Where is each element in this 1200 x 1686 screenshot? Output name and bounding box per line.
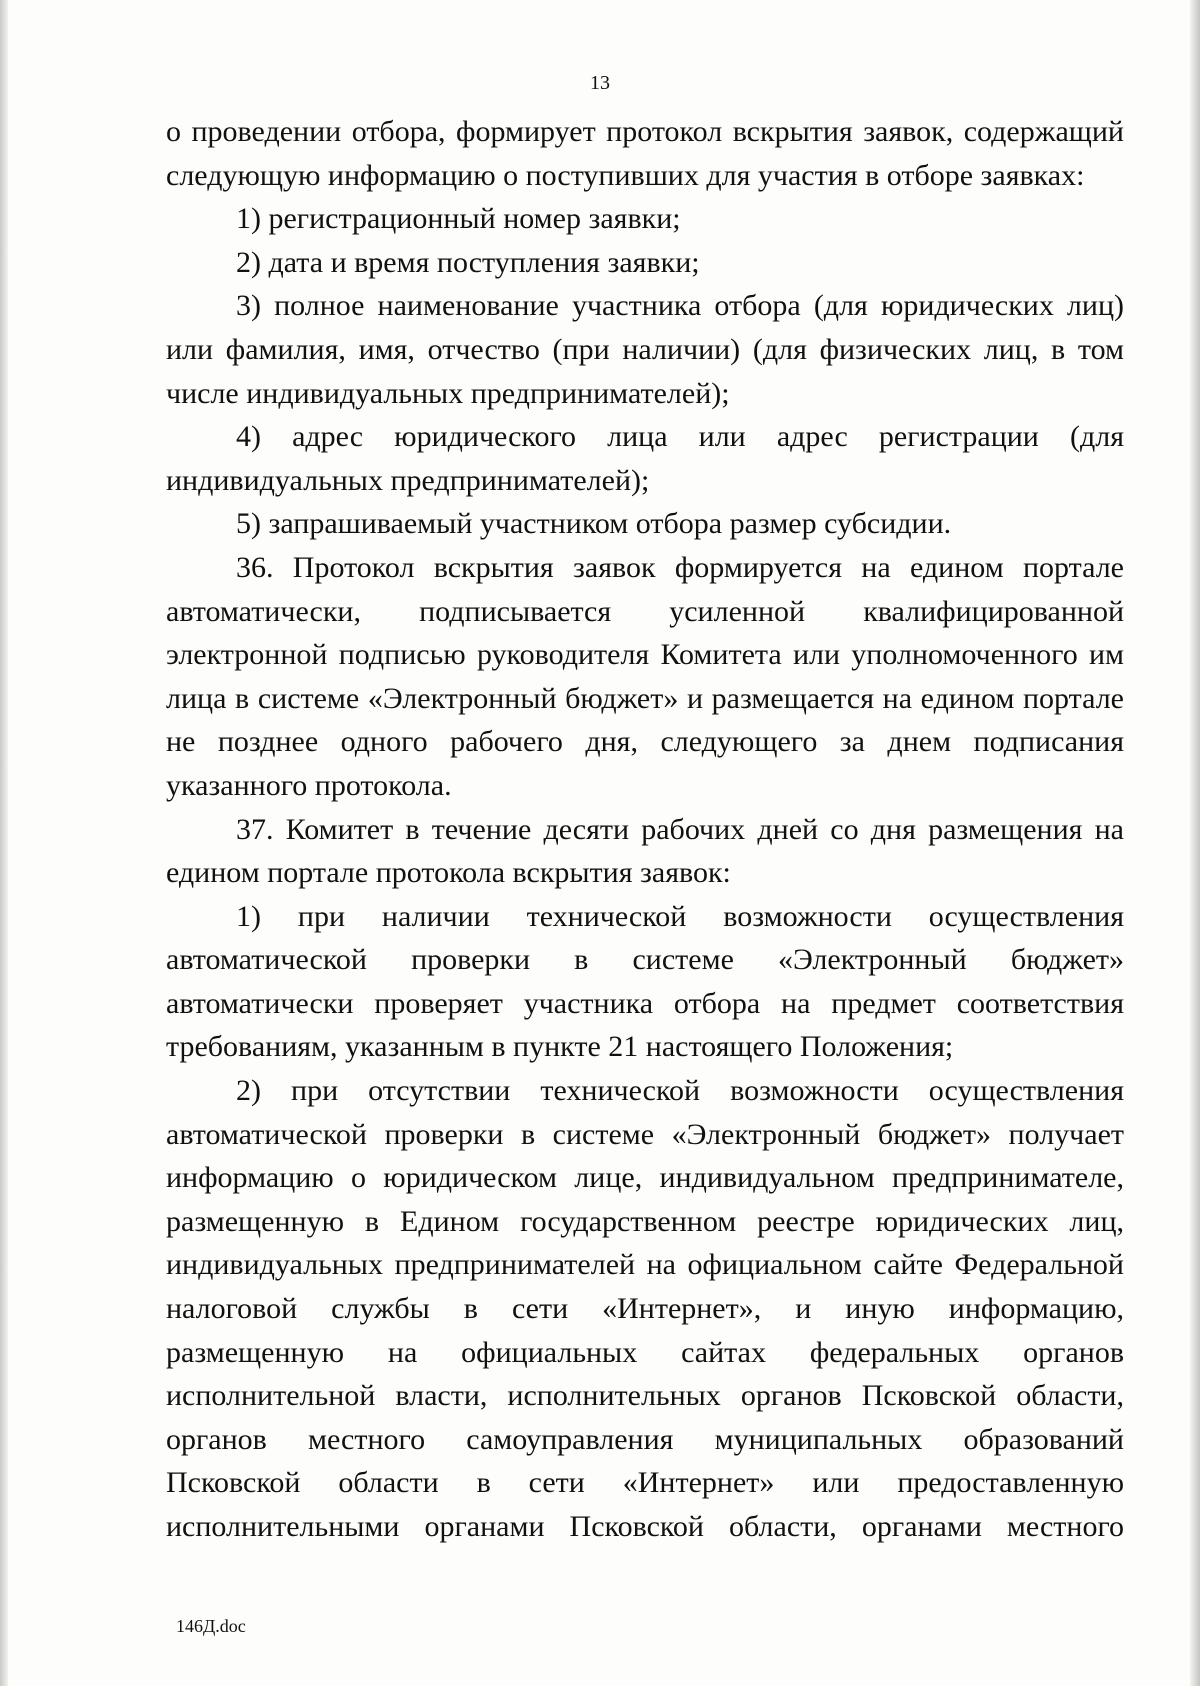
- footer-filename: 146Д.doc: [176, 1616, 246, 1636]
- list-item-registration-number: 1) регистрационный номер заявки;: [236, 202, 681, 236]
- list-item-full-name: 3) полное наименование участника отбора (для юридических лиц) или фамилия, имя, отчество (при наличии) (для физических лиц, в том числе индивидуальных предпринимателей);: [166, 289, 1124, 410]
- paragraph-continuation: о проведении отбора, формирует протокол вскрытия заявок, содержащий следующую информацию о поступивших для участия в отборе заявках:: [166, 115, 1124, 192]
- list-item-date-time: 2) дата и время поступления заявки;: [236, 245, 700, 279]
- document-body: [166, 110, 1124, 1549]
- scan-edge-right: [1190, 0, 1200, 1686]
- scan-edge-left: [0, 0, 8, 1686]
- paragraph-37-item-1: 1) при наличии технической возможности осуществления автоматической проверки в системе «Электронный бюджет» автоматически проверяет участника отбора на предмет соответствия требованиям, указанным в пункте 21 настоящего Положения;: [166, 899, 1124, 1064]
- list-item-address: 4) адрес юридического лица или адрес регистрации (для индивидуальных предпринимателей);: [166, 420, 1124, 497]
- list-item-subsidy-amount: 5) запрашиваемый участником отбора размер субсидии.: [236, 507, 952, 541]
- paragraph-37: 37. Комитет в течение десяти рабочих дней со дня размещения на едином портале протокола вскрытия заявок:: [166, 812, 1124, 890]
- paragraph-36: 36. Протокол вскрытия заявок формируется на едином портале автоматически, подписывается усиленной квалифицированной электронной подписью руководителя Комитета или уполномоченного им лица в системе «Электронный бюджет» и размещается на едином портале не позднее одного рабочего дня, следующего за днем подписания указанного протокола.: [166, 550, 1124, 802]
- page-number: 13: [590, 72, 610, 94]
- paragraph-37-item-2: 2) при отсутствии технической возможности осуществления автоматической проверки в системе «Электронный бюджет» получает информацию о юридическом лице, индивидуальном предпринимателе, размещенную в Едином государственном реестре юридических лиц, индивидуальных предпринимателей на официальном сайте Федеральной налоговой службы в сети «Интернет», и иную информацию, размещенную на официальных сайтах федеральных органов исполнительной власти, исполнительных органов Псковской области, органов местного самоуправления муниципальных образований Псковской области в сети «Интернет» или предоставленную исполнительными органами Псковской области, органами местного: [166, 1074, 1124, 1543]
